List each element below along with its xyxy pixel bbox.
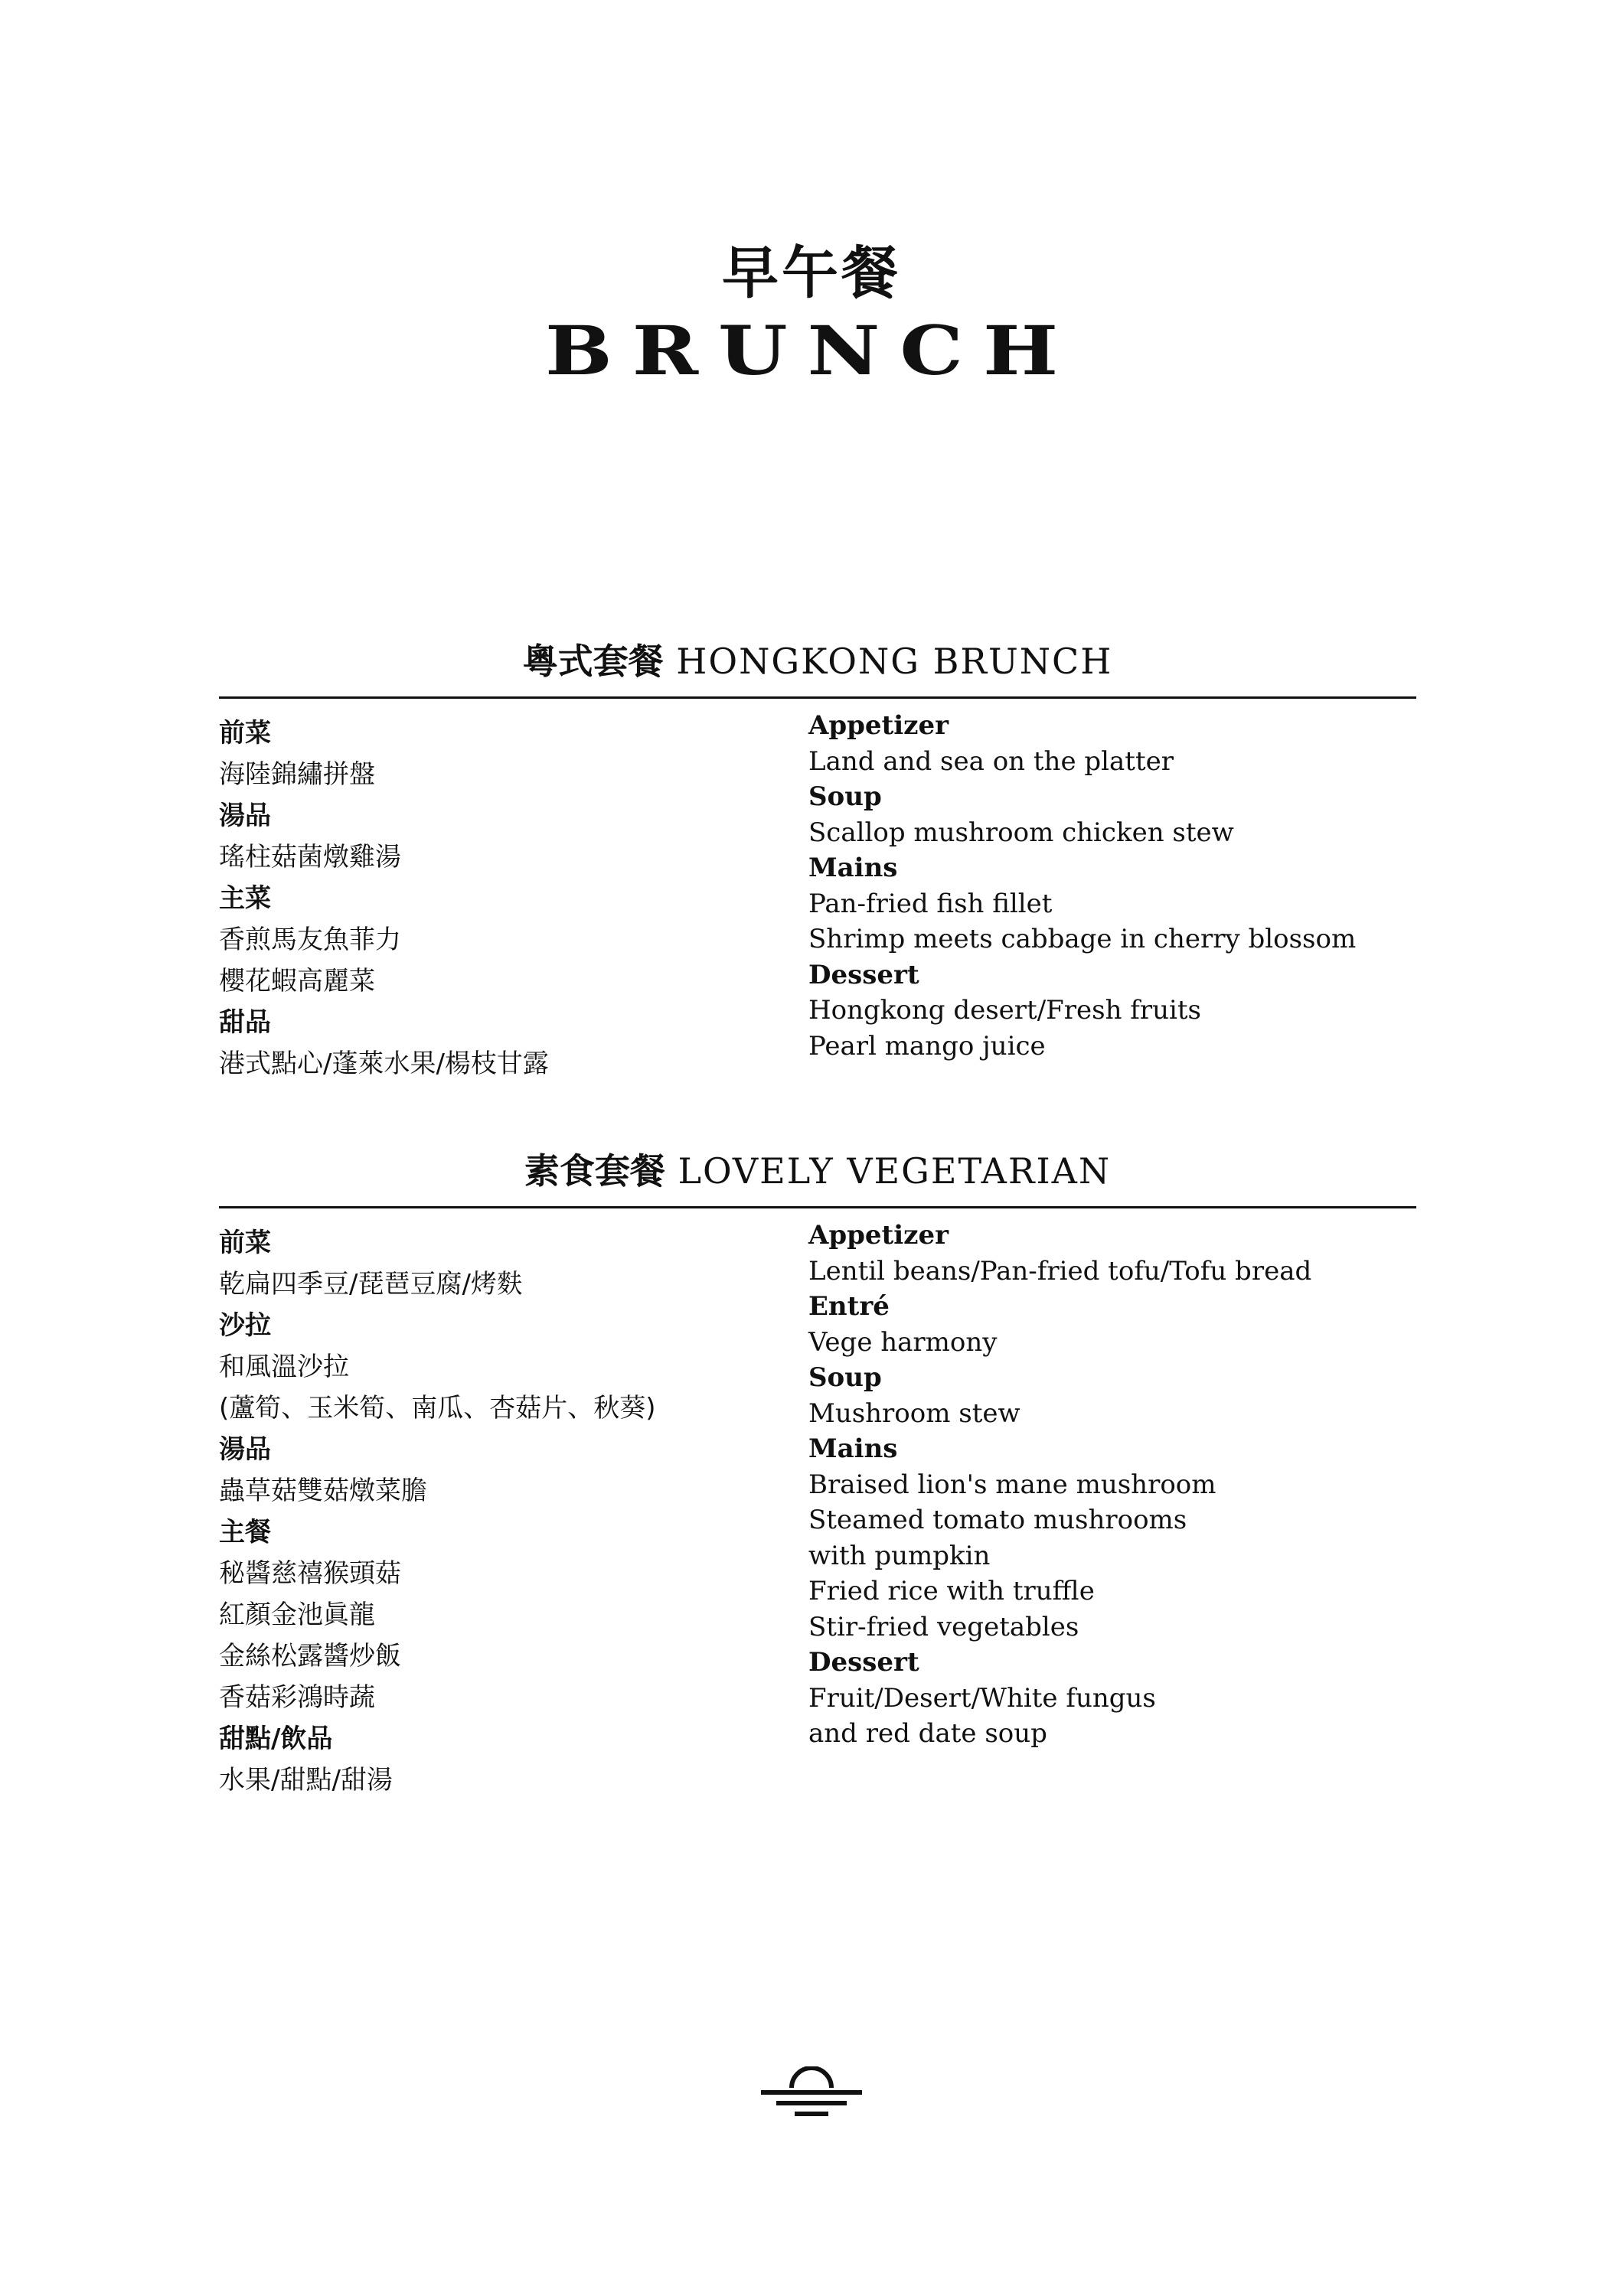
- menu-item: 香菇彩鴻時蔬: [219, 1682, 375, 1713]
- menu-item: Braised lion's mane mushroom: [808, 1469, 1216, 1500]
- menu-item: 乾扁四季豆/琵琶豆腐/烤麩: [219, 1269, 523, 1300]
- menu-item: Shrimp meets cabbage in cherry blossom: [808, 924, 1357, 954]
- hongkong-brunch-section: [219, 637, 1416, 1079]
- menu-item: Scallop mushroom chicken stew: [808, 817, 1234, 848]
- menu-column-zh: [219, 1222, 785, 1801]
- menu-item: 和風溫沙拉: [219, 1352, 349, 1382]
- menu-item: Steamed tomato mushrooms: [808, 1505, 1187, 1535]
- menu-item: 港式點心/蓬萊水果/楊枝甘露: [219, 1049, 549, 1079]
- course-heading: 湯品: [219, 1434, 271, 1465]
- section-heading-en: HONGKONG BRUNCH: [676, 641, 1113, 682]
- menu-item: with pumpkin: [808, 1540, 991, 1571]
- course-heading: 前菜: [219, 718, 271, 748]
- menu-item: 瑤柱菇菌燉雞湯: [219, 842, 401, 872]
- section-divider: [219, 1206, 1416, 1208]
- section-heading-zh: 粵式套餐: [522, 641, 664, 682]
- course-heading: Appetizer: [808, 1220, 949, 1251]
- course-heading: 前菜: [219, 1228, 271, 1258]
- course-heading: 甜點/飲品: [219, 1724, 333, 1754]
- section-heading-zh: 素食套餐: [524, 1150, 665, 1192]
- lovely-vegetarian-section: [219, 1146, 1416, 1795]
- menu-item: 香煎馬友魚菲力: [219, 925, 401, 955]
- menu-item: and red date soup: [808, 1718, 1047, 1749]
- menu-item: Fruit/Desert/White fungus: [808, 1682, 1156, 1714]
- menu-item: 秘醬慈禧猴頭菇: [219, 1558, 401, 1589]
- course-heading: 甜品: [219, 1007, 271, 1038]
- menu-item: Mushroom stew: [808, 1397, 1020, 1429]
- menu-column-en: [808, 708, 1421, 1064]
- course-heading: Entré: [808, 1291, 890, 1322]
- course-heading: 湯品: [219, 801, 271, 831]
- course-heading: 主餐: [219, 1517, 271, 1548]
- menu-item: Stir-fried vegetables: [808, 1611, 1079, 1642]
- course-heading: Dessert: [808, 959, 919, 990]
- section-heading-en: LOVELY VEGETARIAN: [678, 1150, 1112, 1192]
- menu-item: Lentil beans/Pan-fried tofu/Tofu bread: [808, 1255, 1312, 1287]
- course-heading: Appetizer: [808, 710, 949, 741]
- page-title-zh: 早午餐: [722, 240, 901, 306]
- course-heading: 主菜: [219, 883, 271, 914]
- sunrise-logo-icon: [761, 2066, 862, 2128]
- menu-item: Pearl mango juice: [808, 1030, 1046, 1062]
- course-heading: Mains: [808, 1433, 898, 1464]
- menu-item: Vege harmony: [808, 1326, 998, 1358]
- menu-item: 水果/甜點/甜湯: [219, 1765, 393, 1795]
- menu-item: 蟲草菇雙菇燉菜膽: [219, 1476, 427, 1506]
- page-title-en: BRUNCH: [544, 311, 1079, 390]
- menu-item: Fried rice with truffle: [808, 1576, 1095, 1606]
- course-heading: Mains: [808, 853, 898, 883]
- course-heading: Soup: [808, 781, 882, 812]
- course-heading: Soup: [808, 1362, 882, 1393]
- course-heading: Dessert: [808, 1647, 919, 1678]
- menu-item: Pan-fried fish fillet: [808, 888, 1053, 919]
- menu-item: Hongkong desert/Fresh fruits: [808, 995, 1201, 1026]
- course-heading: 沙拉: [219, 1310, 271, 1341]
- menu-item: (蘆筍、玉米筍、南瓜、杏菇片、秋葵): [219, 1393, 656, 1424]
- menu-column-zh: [219, 713, 785, 1084]
- menu-column-en: [808, 1218, 1421, 1752]
- menu-item: 海陸錦繡拼盤: [219, 759, 375, 790]
- section-divider: [219, 696, 1416, 699]
- menu-item: 櫻花蝦高麗菜: [219, 966, 375, 996]
- menu-item: 金絲松露醬炒飯: [219, 1641, 401, 1671]
- menu-item: 紅顏金池眞龍: [219, 1600, 375, 1630]
- section-heading: [219, 637, 1416, 686]
- menu-item: Land and sea on the platter: [808, 745, 1174, 777]
- section-heading: [219, 1146, 1416, 1195]
